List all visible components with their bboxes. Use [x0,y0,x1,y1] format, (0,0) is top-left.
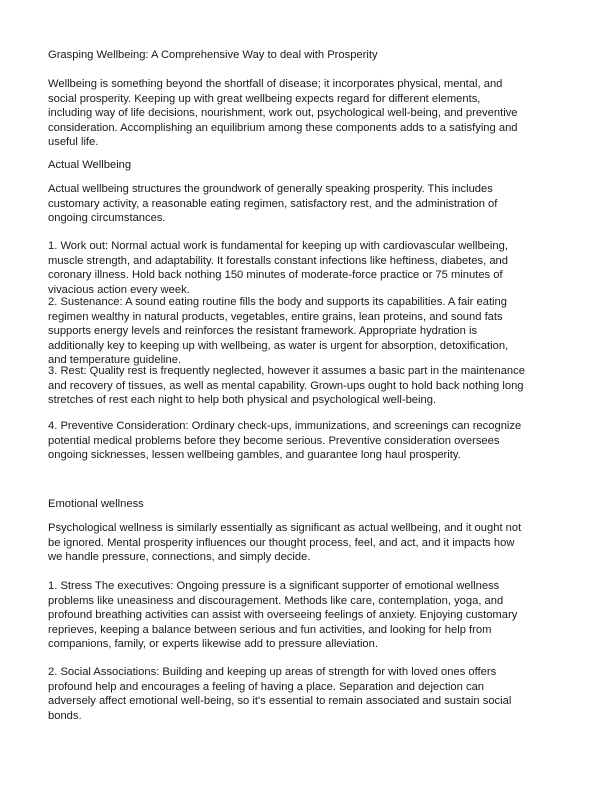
text-line: be ignored. Mental prosperity influences our thought process, feel, and act, and it impacts how [48,536,515,549]
document-title [48,48,578,63]
text-line: profound breathing activities can assist with overseeing feelings of anxiety. Enjoying customary [48,609,518,621]
text-line: Grasping Wellbeing: A Comprehensive Way to deal with Prosperity [48,49,378,61]
text-line: regimen wealthy in natural products, vegetables, entire grains, lean proteins, and sound fats [48,310,503,323]
paragraph [48,364,578,408]
text-line: and recovery of tissues, as well as mental capability. Grown-ups ought to hold back nothing long [48,379,524,392]
text-line: Actual wellbeing structures the groundwork of generally speaking prosperity. This includes [48,183,493,195]
text-line: consideration. Accomplishing an equilibrium among these components adds to a satisfying and [48,121,518,134]
text-line: additionally key to keeping up with wellbeing, as water is urgent for absorption, detoxification, [48,339,509,352]
paragraph [48,419,578,463]
text-line: adversely affect emotional well-being, so it's essential to remain associated and sustain social [48,695,512,707]
section-heading [48,158,578,173]
text-line: Psychological wellness is similarly essentially as significant as actual wellbeing, and it ought not [48,522,522,534]
text-line: 1. Stress The executives: Ongoing pressure is a significant supporter of emotional wellness [48,580,500,592]
text-line: potential medical problems before they become serious. Preventive consideration oversees [48,434,500,447]
text-line: bonds. [48,709,82,722]
text-line: stretches of rest each night to help both physical and psychological well-being. [48,394,437,406]
text-line: useful life. [48,136,99,148]
paragraph [48,579,578,652]
text-line: muscle strength, and adaptability. It forestalls constant infections like heftiness, diabetes, and [48,254,508,267]
text-line: 2. Social Associations: Building and keeping up areas of strength for with loved ones offers [48,666,497,678]
text-line: social prosperity. Keeping up with great wellbeing expects regard for different elements, [48,92,481,105]
text-line: customary activity, a reasonable eating regimen, satisfactory rest, and the administration of [48,197,498,210]
paragraph [48,239,578,297]
text-line: Emotional wellness [48,498,144,510]
text-line: we handle pressure, connections, and simply decide. [48,551,311,563]
text-line: Wellbeing is something beyond the shortfall of disease; it incorporates physical, mental, and [48,78,503,90]
text-line: supports energy levels and reinforces the resistant framework. Appropriate hydration is [48,325,478,337]
text-line: coronary illness. Hold back nothing 150 minutes of moderate-force practice or 75 minutes of [48,269,503,281]
text-line: 3. Rest: Quality rest is frequently neglected, however it assumes a basic part in the maintenance [48,365,525,377]
text-line: profound help and encourages a feeling of having a place. Separation and dejection can [48,680,485,693]
text-line: ongoing circumstances. [48,212,166,224]
paragraph [48,521,578,565]
paragraph [48,665,578,723]
text-line: reprieves, keeping a balance between serious and fun activities, and looking for help from [48,623,492,636]
text-line: vivacious action every week. [48,283,190,296]
text-line: companions, family, or experts likewise add to pressure alleviation. [48,638,378,650]
text-line: problems like uneasiness and discouragement. Methods like care, contemplation, yoga, and [48,594,504,607]
text-line: including way of life decisions, nourishment, work out, psychological well-being, and preventive [48,107,518,119]
text-line: 4. Preventive Consideration: Ordinary check-ups, immunizations, and screenings can recognize [48,420,522,432]
paragraph [48,295,578,368]
text-line: 2. Sustenance: A sound eating routine fills the body and supports its capabilities. A fair eating [48,296,507,308]
text-line: and temperature guideline. [48,354,182,366]
section-heading [48,497,578,512]
text-line: Actual Wellbeing [48,159,132,171]
text-line: ongoing sicknesses, lessen wellbeing gambles, and guarantee long haul prosperity. [48,449,461,461]
text-line: 1. Work out: Normal actual work is fundamental for keeping up with cardiovascular wellbeing, [48,240,508,252]
paragraph [48,77,578,150]
paragraph [48,182,578,226]
